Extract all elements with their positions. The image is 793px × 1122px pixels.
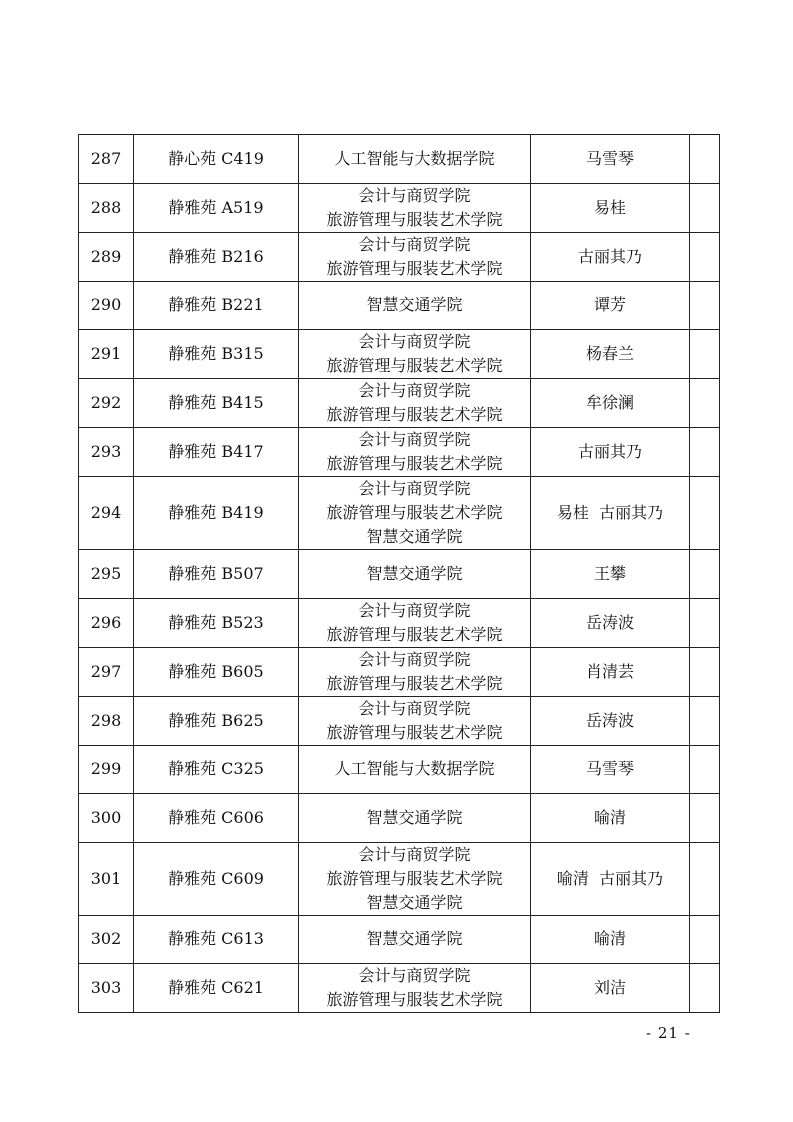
college-name: 会计与商贸学院: [358, 479, 471, 498]
page-number: - 21 -: [646, 1024, 691, 1042]
college-name: 智慧交通学院: [366, 563, 463, 583]
person-cell: 易桂: [531, 183, 690, 232]
college-name: 旅游管理与服装艺术学院: [326, 673, 503, 693]
room-cell: 静雅苑 B417: [134, 428, 299, 477]
person-cell: 肖清芸: [531, 647, 690, 696]
row-number-cell: 293: [79, 428, 134, 477]
row-number-cell: 291: [79, 330, 134, 379]
row-number-cell: 302: [79, 915, 134, 964]
person-cell: 刘洁: [531, 964, 690, 1013]
college-name: 智慧交通学院: [366, 295, 463, 315]
college-cell: [299, 842, 531, 915]
row-number-cell: 299: [79, 745, 134, 794]
person-cell: 岳涛波: [531, 598, 690, 647]
college-name: 智慧交通学院: [366, 892, 463, 912]
college-name: 会计与商贸学院: [358, 844, 471, 864]
person-cell: 易桂 古丽其乃: [531, 477, 690, 550]
row-number-cell: 288: [79, 183, 134, 232]
college-name: 会计与商贸学院: [358, 966, 471, 985]
college-cell: [299, 281, 531, 330]
college-cell: [299, 915, 531, 964]
college-name: 智慧交通学院: [366, 807, 463, 827]
note-cell: [690, 183, 720, 232]
college-name: 智慧交通学院: [366, 527, 463, 546]
table-row: [79, 915, 720, 964]
college-name: 会计与商贸学院: [358, 649, 471, 669]
table-row: [79, 232, 720, 281]
college-name: 旅游管理与服装艺术学院: [326, 990, 503, 1009]
college-name: 会计与商贸学院: [358, 430, 471, 449]
row-number-cell: 300: [79, 794, 134, 843]
table-row: [79, 964, 720, 1013]
row-number-cell: 290: [79, 281, 134, 330]
college-cell: [299, 550, 531, 599]
college-cell: [299, 232, 531, 281]
college-cell: [299, 696, 531, 745]
room-cell: 静雅苑 B221: [134, 281, 299, 330]
table-row: [79, 428, 720, 477]
college-name: 旅游管理与服装艺术学院: [326, 868, 503, 888]
table-row: [79, 550, 720, 599]
note-cell: [690, 842, 720, 915]
row-number-cell: 287: [79, 135, 134, 184]
college-name: 会计与商贸学院: [358, 332, 471, 351]
table-body: [79, 135, 720, 1013]
dormitory-table-container: [78, 134, 719, 1013]
row-number-cell: 292: [79, 379, 134, 428]
room-cell: 静雅苑 C325: [134, 745, 299, 794]
person-cell: 谭芳: [531, 281, 690, 330]
room-cell: 静雅苑 C609: [134, 842, 299, 915]
table-row: [79, 647, 720, 696]
college-cell: [299, 964, 531, 1013]
table-row: [79, 477, 720, 550]
college-name: 旅游管理与服装艺术学院: [326, 454, 503, 473]
college-name: 旅游管理与服装艺术学院: [326, 258, 503, 278]
row-number-cell: 289: [79, 232, 134, 281]
table-row: [79, 330, 720, 379]
college-name: 会计与商贸学院: [358, 185, 471, 205]
row-number-cell: 298: [79, 696, 134, 745]
college-name: 智慧交通学院: [366, 929, 463, 949]
note-cell: [690, 477, 720, 550]
room-cell: 静雅苑 B523: [134, 598, 299, 647]
college-name: 人工智能与大数据学院: [334, 759, 495, 779]
table-row: [79, 842, 720, 915]
row-number-cell: 295: [79, 550, 134, 599]
college-cell: [299, 330, 531, 379]
person-cell: 牟徐澜: [531, 379, 690, 428]
row-number-cell: 294: [79, 477, 134, 550]
room-cell: 静雅苑 B419: [134, 477, 299, 550]
table-row: [79, 696, 720, 745]
room-cell: 静雅苑 B605: [134, 647, 299, 696]
person-cell: 马雪琴: [531, 135, 690, 184]
college-name: 会计与商贸学院: [358, 381, 471, 400]
room-cell: 静雅苑 B507: [134, 550, 299, 599]
college-cell: [299, 477, 531, 550]
table-row: [79, 183, 720, 232]
college-name: 旅游管理与服装艺术学院: [326, 356, 503, 375]
table-row: [79, 379, 720, 428]
room-cell: 静雅苑 C621: [134, 964, 299, 1013]
note-cell: [690, 135, 720, 184]
note-cell: [690, 647, 720, 696]
table-row: [79, 794, 720, 843]
college-name: 旅游管理与服装艺术学院: [326, 624, 503, 644]
note-cell: [690, 379, 720, 428]
person-cell: 杨春兰: [531, 330, 690, 379]
room-cell: 静雅苑 B216: [134, 232, 299, 281]
college-cell: [299, 745, 531, 794]
note-cell: [690, 745, 720, 794]
table-row: [79, 745, 720, 794]
room-cell: 静雅苑 B315: [134, 330, 299, 379]
college-name: 会计与商贸学院: [358, 698, 471, 718]
room-cell: 静雅苑 B415: [134, 379, 299, 428]
note-cell: [690, 794, 720, 843]
college-cell: [299, 183, 531, 232]
table-row: [79, 135, 720, 184]
room-cell: 静雅苑 A519: [134, 183, 299, 232]
college-name: 旅游管理与服装艺术学院: [326, 503, 503, 522]
college-name: 旅游管理与服装艺术学院: [326, 209, 503, 229]
note-cell: [690, 330, 720, 379]
row-number-cell: 297: [79, 647, 134, 696]
note-cell: [690, 428, 720, 477]
person-cell: 古丽其乃: [531, 428, 690, 477]
college-cell: [299, 379, 531, 428]
person-cell: 喻清: [531, 915, 690, 964]
college-cell: [299, 794, 531, 843]
note-cell: [690, 232, 720, 281]
row-number-cell: 303: [79, 964, 134, 1013]
college-name: 旅游管理与服装艺术学院: [326, 405, 503, 424]
college-name: 人工智能与大数据学院: [334, 148, 495, 168]
person-cell: 岳涛波: [531, 696, 690, 745]
note-cell: [690, 550, 720, 599]
college-cell: [299, 135, 531, 184]
note-cell: [690, 696, 720, 745]
college-cell: [299, 598, 531, 647]
note-cell: [690, 598, 720, 647]
dormitory-assignment-table: [78, 134, 720, 1013]
room-cell: 静雅苑 B625: [134, 696, 299, 745]
room-cell: 静雅苑 C613: [134, 915, 299, 964]
row-number-cell: 301: [79, 842, 134, 915]
person-cell: 喻清 古丽其乃: [531, 842, 690, 915]
note-cell: [690, 915, 720, 964]
room-cell: 静心苑 C419: [134, 135, 299, 184]
room-cell: 静雅苑 C606: [134, 794, 299, 843]
person-cell: 马雪琴: [531, 745, 690, 794]
college-cell: [299, 428, 531, 477]
note-cell: [690, 281, 720, 330]
person-cell: 喻清: [531, 794, 690, 843]
person-cell: 王攀: [531, 550, 690, 599]
college-name: 旅游管理与服装艺术学院: [326, 722, 503, 742]
row-number-cell: 296: [79, 598, 134, 647]
table-row: [79, 598, 720, 647]
table-row: [79, 281, 720, 330]
note-cell: [690, 964, 720, 1013]
college-name: 会计与商贸学院: [358, 234, 471, 254]
person-cell: 古丽其乃: [531, 232, 690, 281]
college-name: 会计与商贸学院: [358, 600, 471, 620]
college-cell: [299, 647, 531, 696]
